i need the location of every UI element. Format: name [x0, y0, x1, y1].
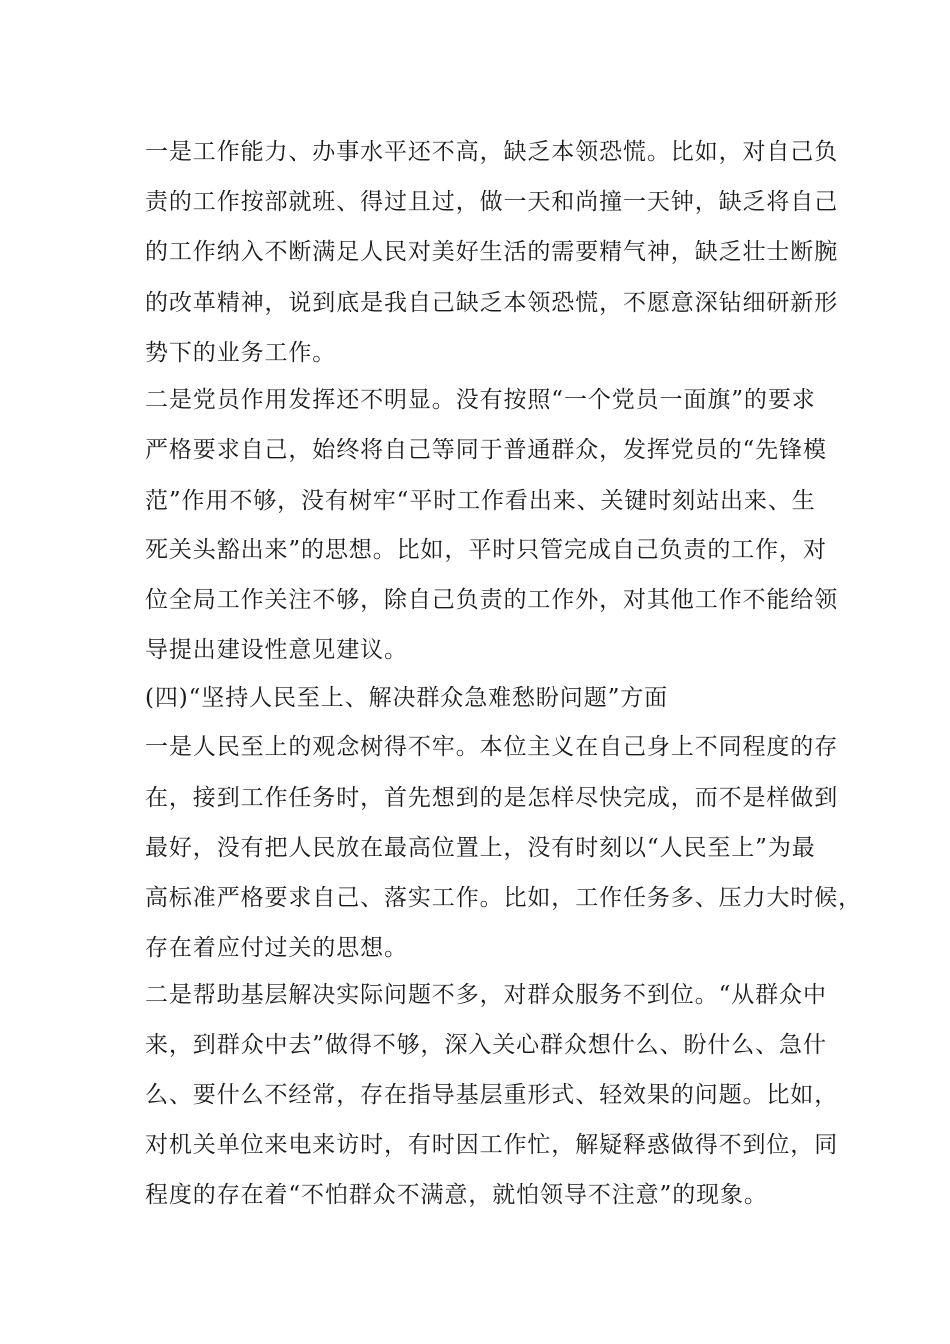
- text-line: 势下的业务工作。: [145, 340, 337, 366]
- text-line: 二是党员作用发挥还不明显。没有按照“一个党员一面旗”的要求: [145, 387, 816, 413]
- text-line: 对机关单位来电来访时，有时因工作忙，解疑释惑做得不到位，同: [145, 1132, 839, 1158]
- text-line: 一是工作能力、办事水平还不高，缺乏本领恐慌。比如，对自己负: [145, 139, 839, 165]
- text-line: 的工作纳入不断满足人民对美好生活的需要精气神，缺乏壮士断腕: [145, 239, 839, 265]
- text-line: 么、要什么不经常，存在指导基层重形式、轻效果的问题。比如，: [145, 1082, 839, 1108]
- text-line: 高标准严格要求自己、落实工作。比如，工作任务多、压力大时候，: [145, 885, 862, 911]
- text-line: 死关头豁出来”的思想。比如，平时只管完成自己负责的工作，对: [145, 537, 827, 563]
- section-heading: (四)“坚持人民至上、解决群众急难愁盼问题”方面: [145, 685, 669, 711]
- text-line: 来，到群众中去”做得不够，深入关心群众想什么、盼什么、急什: [145, 1032, 827, 1058]
- text-line: 严格要求自己，始终将自己等同于普通群众，发挥党员的“先锋模: [145, 437, 827, 463]
- text-line: 一是人民至上的观念树得不牢。本位主义在自己身上不同程度的存: [145, 734, 839, 760]
- text-line: 最好，没有把人民放在最高位置上，没有时刻以“人民至上”为最: [145, 835, 816, 861]
- text-line: 责的工作按部就班、得过且过，做一天和尚撞一天钟，缺乏将自己: [145, 189, 839, 215]
- text-line: 二是帮助基层解决实际问题不多，对群众服务不到位。“从群众中: [145, 982, 827, 1008]
- text-line: 范”作用不够，没有树牢“平时工作看出来、关键时刻站出来、生: [145, 488, 816, 514]
- text-line: 存在着应付过关的思想。: [145, 935, 408, 961]
- text-line: 的改革精神，说到底是我自己缺乏本领恐慌，不愿意深钻细研新形: [145, 290, 839, 316]
- text-line: 在，接到工作任务时，首先想到的是怎样尽快完成，而不是样做到: [145, 785, 839, 811]
- text-line: 位全局工作关注不够，除自己负责的工作外，对其他工作不能给领: [145, 587, 839, 613]
- text-line: 导提出建设性意见建议。: [145, 637, 408, 663]
- text-line: 程度的存在着“不怕群众不满意，就怕领导不注意”的现象。: [145, 1182, 768, 1208]
